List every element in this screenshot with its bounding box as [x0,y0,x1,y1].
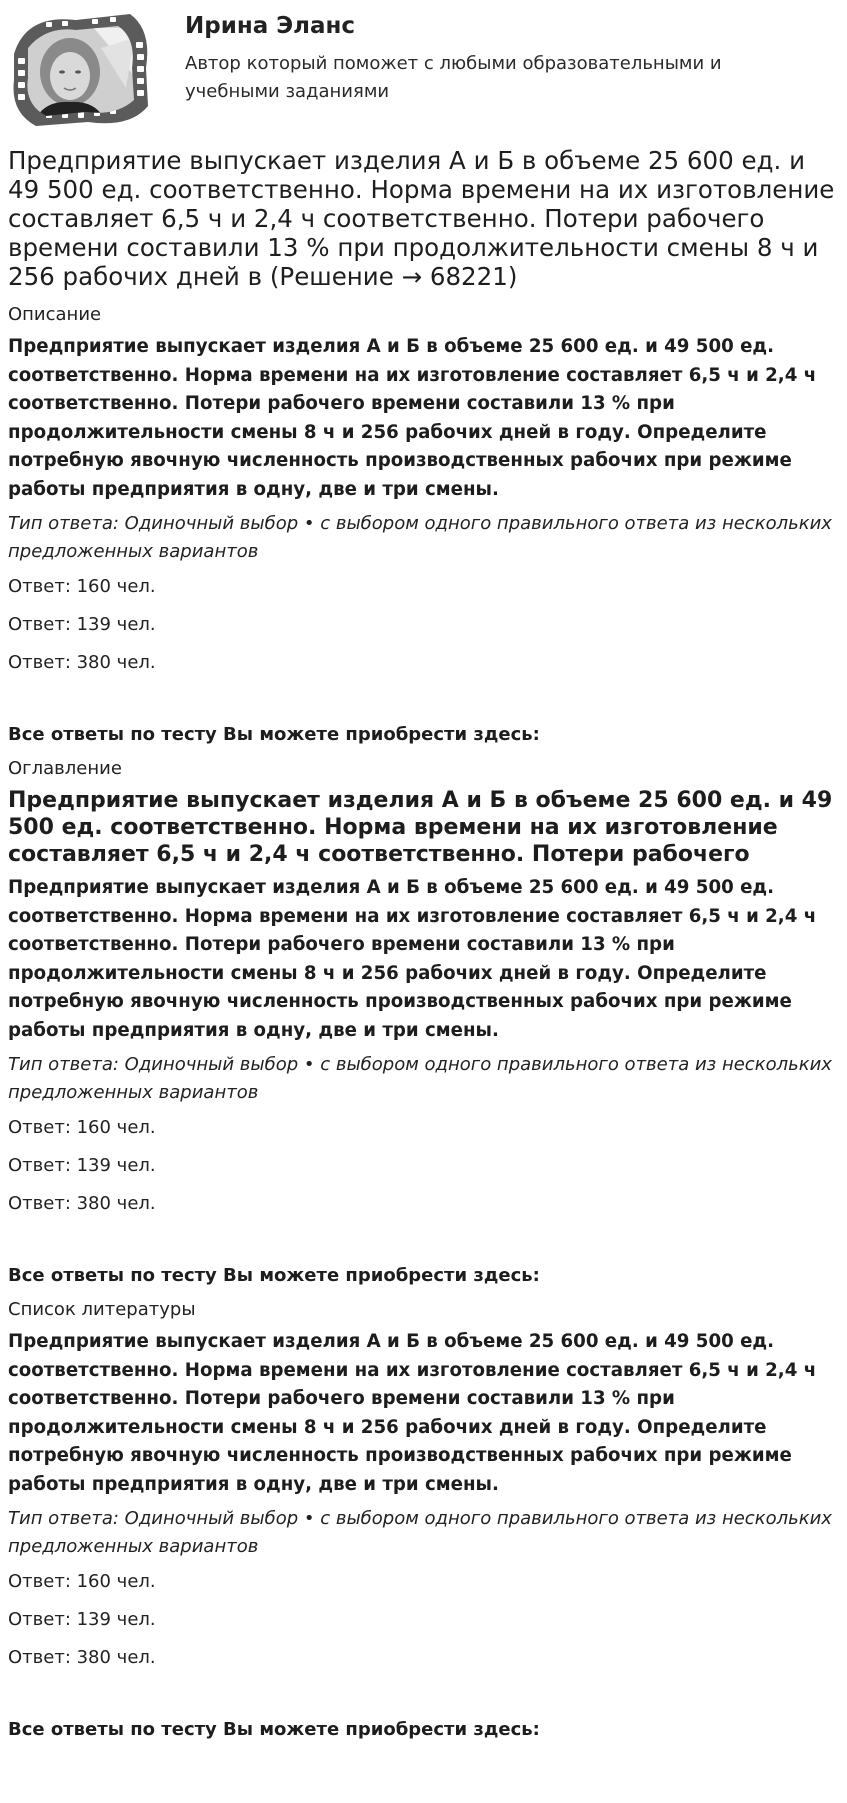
author-name: Ирина Эланс [185,13,356,39]
literature-section [8,1299,838,1741]
answer-option: Ответ: 160 чел. [8,1571,156,1592]
description-section [8,304,838,746]
buy-answers-text: Все ответы по тесту Вы можете приобрести здесь: [8,724,540,745]
answer-option: Ответ: 380 чел. [8,1193,156,1214]
page-title: Предприятие выпускает изделия А и Б в объеме 25 600 ед. и 49 500 ед. соответственно. Норма времени на их изготовление составляет 6,5 ч и 2,4 ч соответственно. Потери рабочего времени составили 13 % при продолжительности смены 8 ч и 256 рабочих дней в (Решение → 68221) [8,146,835,291]
buy-answers-text: Все ответы по тесту Вы можете приобрести здесь: [8,1719,540,1740]
answer-type: Тип ответа: Одиночный выбор • с выбором одного правильного ответа из нескольких предложенных вариантов [8,1508,832,1557]
author-description: Автор который поможет с любыми образовательными и учебными заданиями [185,53,722,102]
answer-option: Ответ: 380 чел. [8,652,156,673]
answer-option: Ответ: 139 чел. [8,1609,156,1630]
avatar [6,8,151,126]
problem-text: Предприятие выпускает изделия А и Б в объеме 25 600 ед. и 49 500 ед. соответственно. Норма времени на их изготовление составляет 6,5 ч и 2,4 ч соответственно. Потери рабочего времени составили 13 % при продолжительности смены 8 ч и 256 рабочих дней в году. Определите потребную явочную численность производственных рабочих при режиме работы предприятия в одну, две и три смены. [8,877,817,1041]
toc-section [8,758,838,1287]
answer-type: Тип ответа: Одиночный выбор • с выбором одного правильного ответа из нескольких предложенных вариантов [8,1054,832,1103]
problem-text: Предприятие выпускает изделия А и Б в объеме 25 600 ед. и 49 500 ед. соответственно. Норма времени на их изготовление составляет 6,5 ч и 2,4 ч соответственно. Потери рабочего времени составили 13 % при продолжительности смены 8 ч и 256 рабочих дней в году. Определите потребную явочную численность производственных рабочих при режиме работы предприятия в одну, две и три смены. [8,1331,817,1495]
buy-answers-text: Все ответы по тесту Вы можете приобрести здесь: [8,1265,540,1286]
author-header [0,0,847,140]
answer-option: Ответ: 139 чел. [8,614,156,635]
answer-option: Ответ: 380 чел. [8,1647,156,1668]
answer-type: Тип ответа: Одиночный выбор • с выбором одного правильного ответа из нескольких предложенных вариантов [8,513,832,562]
toc-heading: Предприятие выпускает изделия А и Б в объеме 25 600 ед. и 49 500 ед. соответственно. Норма времени на их изготовление составляет 6,5 ч и 2,4 ч соответственно. Потери рабочего [8,788,833,867]
answer-option: Ответ: 139 чел. [8,1155,156,1176]
main-content [8,146,838,1753]
answer-option: Ответ: 160 чел. [8,1117,156,1138]
section-label-literature: Список литературы [8,1299,196,1320]
problem-text: Предприятие выпускает изделия А и Б в объеме 25 600 ед. и 49 500 ед. соответственно. Норма времени на их изготовление составляет 6,5 ч и 2,4 ч соответственно. Потери рабочего времени составили 13 % при продолжительности смены 8 ч и 256 рабочих дней в году. Определите потребную явочную численность производственных рабочих при режиме работы предприятия в одну, две и три смены. [8,336,817,500]
avatar-photo-film-frame-icon [6,8,151,126]
section-label-toc: Оглавление [8,758,122,779]
answer-option: Ответ: 160 чел. [8,576,156,597]
section-label-description: Описание [8,304,102,325]
